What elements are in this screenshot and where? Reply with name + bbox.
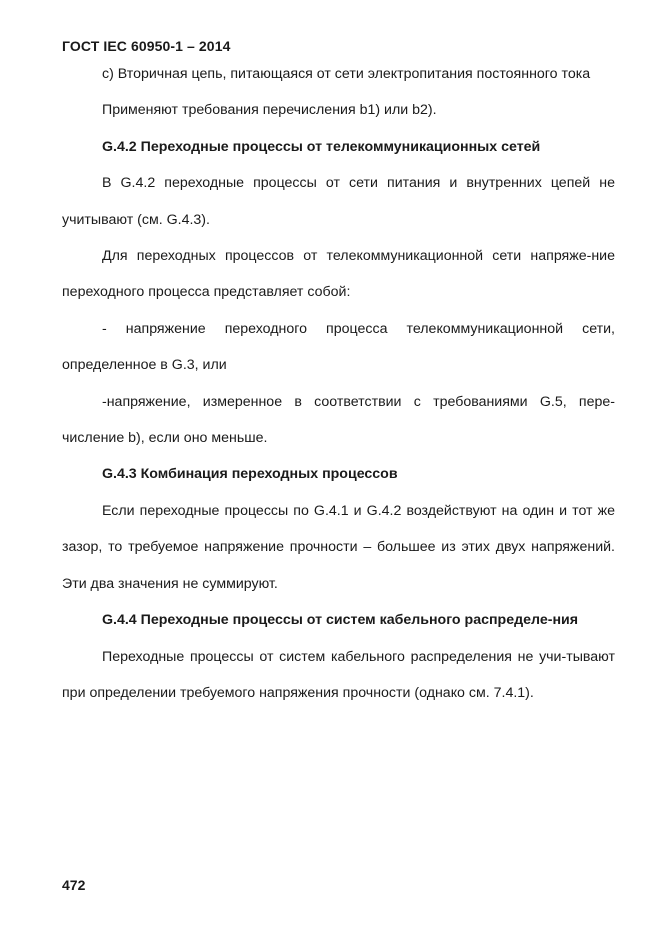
section-heading-g44: G.4.4 Переходные процессы от систем кабельного распределе-ния [102, 612, 579, 629]
paragraph-requirements: Применяют требования перечисления b1) или b2). [102, 102, 437, 119]
paragraph-item-c: с) Вторичная цепь, питающаяся от сети электропитания постоянного тока [102, 66, 591, 82]
document-header: ГОСТ IEC 60950-1 – 2014 [62, 38, 231, 54]
section-heading-g43: G.4.3 Комбинация переходных процессов [102, 466, 398, 483]
paragraph-combination: Если переходные процессы по G.4.1 и G.4.2 воздействуют на один и тот же зазор, то требуемое напряжение прочности – большее из этих двух напряжений. Эти два значения не суммируют. [62, 502, 615, 592]
paragraph-telecom-transients: Для переходных процессов от телекоммуникационной сети напряже-ние переходного процесса представляет собой: [62, 248, 615, 301]
paragraph-g42-note: В G.4.2 переходные процессы от сети питания и внутренних цепей не учитывают (см. G.4.3). [62, 175, 615, 228]
list-item-measured-voltage: -напряжение, измеренное в соответствии с требованиями G.5, пере-числение b), если оно меньше. [62, 393, 615, 447]
section-heading-g42: G.4.2 Переходные процессы от телекоммуникационных сетей [102, 138, 541, 155]
list-item-transient-voltage: - напряжение переходного процесса телекоммуникационной сети, определенное в G.3, или [62, 320, 615, 374]
paragraph-cable-distribution: Переходные процессы от систем кабельного распределения не учи-тывают при определении требуемого напряжения прочности (однако см. 7.4.1). [62, 648, 615, 701]
page-number: 472 [62, 877, 86, 893]
document-body [62, 56, 615, 711]
